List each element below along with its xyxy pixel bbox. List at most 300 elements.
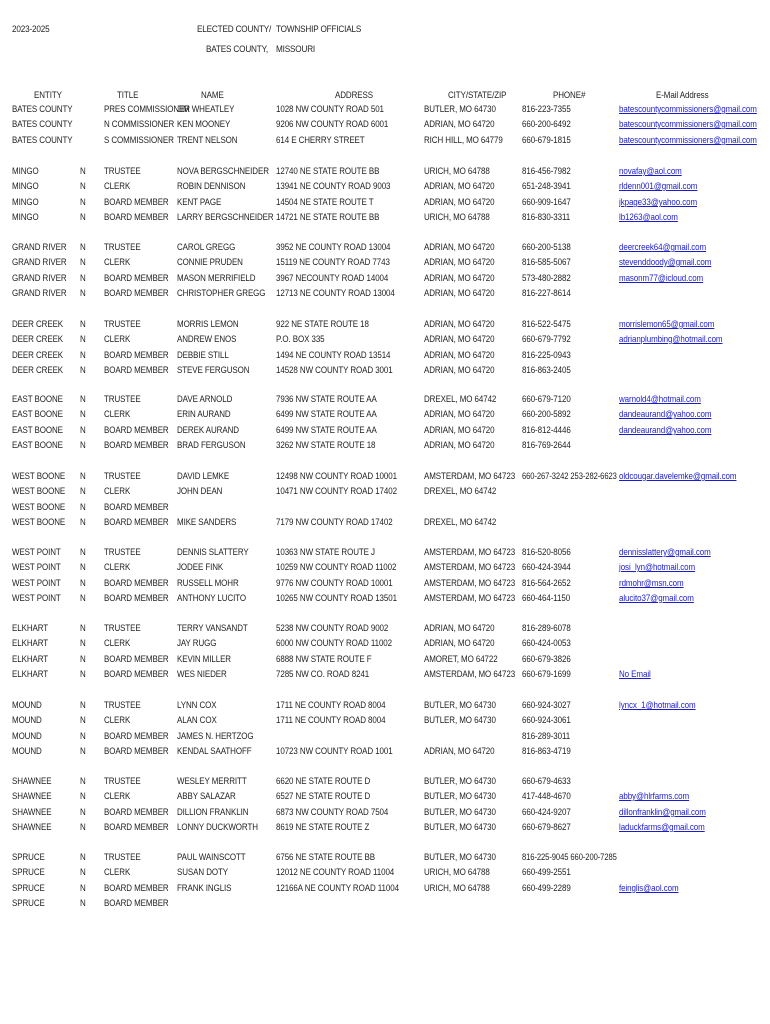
email-cell[interactable]: No Email [619,669,651,680]
phone-cell: 660-679-7792 [522,334,571,345]
name-cell: JIM WHEATLEY [177,104,235,115]
email-cell[interactable]: dandeaurand@yahoo.com [619,409,712,420]
address-cell: 614 E CHERRY STREET [276,135,365,146]
city-cell: DREXEL, MO 64742 [424,517,497,528]
address-cell: 1028 NW COUNTY ROAD 501 [276,104,384,115]
phone-cell: 816-812-4446 [522,425,571,436]
party-cell: N [80,852,86,863]
entity-cell: BATES COUNTY [12,119,73,130]
city-cell: ADRIAN, MO 64720 [424,119,495,130]
city-cell: ADRIAN, MO 64720 [424,197,495,208]
name-cell: DENNIS SLATTERY [177,547,249,558]
title-cell: BOARD MEMBER [104,578,169,589]
title-cell: CLERK [104,257,131,268]
phone-cell: 660-200-6492 [522,119,571,130]
name-cell: CHRISTOPHER GREGG [177,288,266,299]
email-cell[interactable]: lyncx_1@hotmail.com [619,700,696,711]
address-cell: 3952 NE COUNTY ROAD 13004 [276,242,391,253]
city-cell: ADRIAN, MO 64720 [424,273,495,284]
title-cell: N COMMISSIONER [104,119,175,130]
years-label: 2023-2025 [12,24,50,35]
city-cell: ADRIAN, MO 64720 [424,334,495,345]
entity-cell: SPRUCE [12,867,45,878]
email-cell[interactable]: abby@hlrfarms.com [619,791,690,802]
city-cell: AMSTERDAM, MO 64723 [424,547,516,558]
title-cell: BOARD MEMBER [104,425,169,436]
address-cell: 6527 NE STATE ROUTE D [276,791,371,802]
title-cell: BOARD MEMBER [104,502,169,513]
title-cell: BOARD MEMBER [104,273,169,284]
name-cell: ANDREW ENOS [177,334,237,345]
name-cell: MASON MERRIFIELD [177,273,256,284]
party-cell: N [80,365,86,376]
phone-cell: 816-863-2405 [522,365,571,376]
name-cell: ALAN COX [177,715,217,726]
phone-cell: 660-924-3027 [522,700,571,711]
title-cell: CLERK [104,409,131,420]
phone-cell: 660-499-2289 [522,883,571,894]
city-cell: BUTLER, MO 64730 [424,807,496,818]
party-cell: N [80,502,86,513]
title-cell: BOARD MEMBER [104,593,169,604]
phone-cell: 816-522-5475 [522,319,571,330]
phone-cell: 660-924-3061 [522,715,571,726]
entity-cell: MINGO [12,197,39,208]
title-cell: TRUSTEE [104,471,141,482]
title-cell: BOARD MEMBER [104,731,169,742]
title-cell: BOARD MEMBER [104,197,169,208]
party-cell: N [80,517,86,528]
address-cell: 1711 NE COUNTY ROAD 8004 [276,700,386,711]
entity-cell: GRAND RIVER [12,242,67,253]
address-cell: 9776 NW COUNTY ROAD 10001 [276,578,393,589]
name-cell: JAMES N. HERTZOG [177,731,254,742]
city-cell: ADRIAN, MO 64720 [424,409,495,420]
city-cell: AMSTERDAM, MO 64723 [424,562,516,573]
title-cell: BOARD MEMBER [104,288,169,299]
party-cell: N [80,746,86,757]
entity-cell: EAST BOONE [12,394,63,405]
name-cell: ABBY SALAZAR [177,791,236,802]
email-cell[interactable]: novafay@aol.com [619,166,682,177]
city-cell: URICH, MO 64788 [424,212,490,223]
email-cell[interactable]: lb1263@aol.com [619,212,678,223]
party-cell: N [80,807,86,818]
entity-cell: MOUND [12,715,42,726]
party-cell: N [80,700,86,711]
address-cell: 1494 NE COUNTY ROAD 13514 [276,350,391,361]
header-line2-left: BATES COUNTY, [206,44,268,55]
name-cell: JOHN DEAN [177,486,223,497]
entity-cell: WEST POINT [12,562,61,573]
title-cell: BOARD MEMBER [104,654,169,665]
address-cell: 6888 NW STATE ROUTE F [276,654,372,665]
entity-cell: BATES COUNTY [12,104,73,115]
city-cell: URICH, MO 64788 [424,867,490,878]
phone-cell: 651-248-3941 [522,181,571,192]
entity-cell: ELKHART [12,623,49,634]
phone-cell: 816-289-6078 [522,623,571,634]
entity-cell: EAST BOONE [12,425,63,436]
name-cell: KENDAL SAATHOFF [177,746,252,757]
entity-cell: EAST BOONE [12,409,63,420]
address-cell: 10471 NW COUNTY ROAD 17402 [276,486,397,497]
city-cell: DREXEL, MO 64742 [424,394,497,405]
title-cell: TRUSTEE [104,776,141,787]
title-cell: CLERK [104,638,131,649]
phone-cell: 660-464-1150 [522,593,571,604]
city-cell: AMSTERDAM, MO 64723 [424,471,516,482]
name-cell: JAY RUGG [177,638,217,649]
title-cell: CLERK [104,791,131,802]
party-cell: N [80,181,86,192]
entity-cell: SHAWNEE [12,807,52,818]
title-cell: TRUSTEE [104,319,141,330]
address-cell: 12713 NE COUNTY ROAD 13004 [276,288,395,299]
name-cell: DEREK AURAND [177,425,239,436]
party-cell: N [80,776,86,787]
city-cell: ADRIAN, MO 64720 [424,242,495,253]
phone-cell: 660-679-1699 [522,669,571,680]
email-cell[interactable]: rldenn001@gmail.com [619,181,698,192]
name-cell: DAVID LEMKE [177,471,230,482]
party-cell: N [80,623,86,634]
col-city: CITY/STATE/ZIP [448,90,507,101]
city-cell: AMORET, MO 64722 [424,654,498,665]
party-cell: N [80,883,86,894]
title-cell: BOARD MEMBER [104,746,169,757]
name-cell: TERRY VANSANDT [177,623,248,634]
city-cell: BUTLER, MO 64730 [424,822,496,833]
phone-cell: 816-227-8614 [522,288,571,299]
party-cell: N [80,212,86,223]
party-cell: N [80,288,86,299]
phone-cell: 660-424-3944 [522,562,571,573]
phone-cell: 816-585-5067 [522,257,571,268]
party-cell: N [80,578,86,589]
entity-cell: WEST POINT [12,578,61,589]
title-cell: BOARD MEMBER [104,883,169,894]
city-cell: ADRIAN, MO 64720 [424,319,495,330]
col-address: ADDRESS [335,90,373,101]
entity-cell: DEER CREEK [12,365,64,376]
address-cell: 7179 NW COUNTY ROAD 17402 [276,517,393,528]
party-cell: N [80,593,86,604]
name-cell: MIKE SANDERS [177,517,237,528]
phone-cell: 816-456-7982 [522,166,571,177]
address-cell: 10363 NW STATE ROUTE J [276,547,375,558]
name-cell: LARRY BERGSCHNEIDER [177,212,274,223]
title-cell: BOARD MEMBER [104,898,169,909]
email-cell[interactable]: dennisslattery@gmail.com [619,547,711,558]
address-cell: 6620 NE STATE ROUTE D [276,776,371,787]
entity-cell: MOUND [12,731,42,742]
name-cell: WESLEY MERRITT [177,776,247,787]
phone-cell: 660-200-5138 [522,242,571,253]
address-cell: 5238 NW COUNTY ROAD 9002 [276,623,389,634]
title-cell: TRUSTEE [104,394,141,405]
name-cell: KEVIN MILLER [177,654,231,665]
party-cell: N [80,654,86,665]
phone-cell: 660-424-0053 [522,638,571,649]
name-cell: ROBIN DENNISON [177,181,246,192]
entity-cell: WEST POINT [12,593,61,604]
city-cell: RICH HILL, MO 64779 [424,135,503,146]
email-cell[interactable]: jkpage33@yahoo.com [619,197,698,208]
party-cell: N [80,715,86,726]
address-cell: 10723 NW COUNTY ROAD 1001 [276,746,393,757]
name-cell: ANTHONY LUCITO [177,593,247,604]
city-cell: ADRIAN, MO 64720 [424,288,495,299]
email-cell[interactable]: morrislemon65@gmail.com [619,319,715,330]
email-cell[interactable]: josi_lyn@hotmail.com [619,562,696,573]
party-cell: N [80,334,86,345]
address-cell: 9206 NW COUNTY ROAD 6001 [276,119,389,130]
address-cell: 6499 NW STATE ROUTE AA [276,425,377,436]
address-cell: 8619 NE STATE ROUTE Z [276,822,370,833]
entity-cell: BATES COUNTY [12,135,73,146]
phone-cell: 660-679-1815 [522,135,571,146]
name-cell: WES NIEDER [177,669,227,680]
phone-cell: 816-223-7355 [522,104,571,115]
party-cell: N [80,409,86,420]
title-cell: CLERK [104,334,131,345]
address-cell: 6756 NE STATE ROUTE BB [276,852,375,863]
address-cell: 12498 NW COUNTY ROAD 10001 [276,471,397,482]
entity-cell: MINGO [12,181,39,192]
city-cell: ADRIAN, MO 64720 [424,623,495,634]
address-cell: 12166A NE COUNTY ROAD 11004 [276,883,399,894]
title-cell: TRUSTEE [104,852,141,863]
phone-cell: 816-769-2644 [522,440,571,451]
phone-cell: 816-289-3011 [522,731,571,742]
name-cell: FRANK INGLIS [177,883,232,894]
entity-cell: MOUND [12,700,42,711]
party-cell: N [80,562,86,573]
name-cell: TRENT NELSON [177,135,238,146]
name-cell: MORRIS LEMON [177,319,239,330]
entity-cell: MINGO [12,166,39,177]
email-cell[interactable]: batescountycommissioners@gmail.com [619,135,757,146]
address-cell: 15119 NE COUNTY ROAD 7743 [276,257,390,268]
address-cell: 13941 NE COUNTY ROAD 9003 [276,181,391,192]
entity-cell: WEST BOONE [12,502,66,513]
title-cell: TRUSTEE [104,166,141,177]
party-cell: N [80,898,86,909]
title-cell: BOARD MEMBER [104,822,169,833]
entity-cell: EAST BOONE [12,440,63,451]
name-cell: LYNN COX [177,700,217,711]
entity-cell: WEST BOONE [12,517,66,528]
name-cell: LONNY DUCKWORTH [177,822,258,833]
name-cell: CONNIE PRUDEN [177,257,243,268]
phone-cell: 660-267-3242 253-282-6623 [522,471,617,482]
name-cell: STEVE FERGUSON [177,365,250,376]
entity-cell: ELKHART [12,669,49,680]
name-cell: KEN MOONEY [177,119,231,130]
email-cell[interactable]: deercreek64@gmail.com [619,242,707,253]
name-cell: CAROL GREGG [177,242,236,253]
phone-cell: 660-679-4633 [522,776,571,787]
entity-cell: SPRUCE [12,898,45,909]
party-cell: N [80,867,86,878]
title-cell: PRES COMMISSIONER [104,104,190,115]
party-cell: N [80,471,86,482]
entity-cell: DEER CREEK [12,350,64,361]
party-cell: N [80,394,86,405]
entity-cell: MINGO [12,212,39,223]
phone-cell: 816-225-0943 [522,350,571,361]
city-cell: ADRIAN, MO 64720 [424,365,495,376]
email-cell[interactable]: laduckfarms@gmail.com [619,822,705,833]
email-cell[interactable]: oldcougar.davelemke@gmail.com [619,471,737,482]
header-line1-left: ELECTED COUNTY/ [197,24,272,35]
title-cell: CLERK [104,715,131,726]
party-cell: N [80,197,86,208]
title-cell: BOARD MEMBER [104,350,169,361]
city-cell: BUTLER, MO 64730 [424,852,496,863]
title-cell: CLERK [104,486,131,497]
name-cell: BRAD FERGUSON [177,440,246,451]
entity-cell: ELKHART [12,638,49,649]
phone-cell: 573-480-2882 [522,273,571,284]
party-cell: N [80,822,86,833]
email-cell[interactable]: batescountycommissioners@gmail.com [619,119,757,130]
title-cell: CLERK [104,562,131,573]
address-cell: 6499 NW STATE ROUTE AA [276,409,377,420]
party-cell: N [80,731,86,742]
phone-cell: 660-424-9207 [522,807,571,818]
col-phone: PHONE# [553,90,586,101]
phone-cell: 660-909-1647 [522,197,571,208]
title-cell: TRUSTEE [104,623,141,634]
city-cell: ADRIAN, MO 64720 [424,181,495,192]
email-cell[interactable]: rdmohr@msn.com [619,578,684,589]
party-cell: N [80,440,86,451]
header-line2-right: MISSOURI [276,44,316,55]
title-cell: BOARD MEMBER [104,669,169,680]
city-cell: URICH, MO 64788 [424,166,490,177]
address-cell: 14504 NE STATE ROUTE T [276,197,374,208]
party-cell: N [80,669,86,680]
phone-cell: 417-448-4670 [522,791,571,802]
phone-cell: 816-830-3311 [522,212,571,223]
address-cell: 7285 NW CO. ROAD 8241 [276,669,370,680]
name-cell: PAUL WAINSCOTT [177,852,246,863]
address-cell: 14528 NW COUNTY ROAD 3001 [276,365,393,376]
title-cell: BOARD MEMBER [104,517,169,528]
address-cell: 12012 NE COUNTY ROAD 11004 [276,867,395,878]
party-cell: N [80,319,86,330]
title-cell: BOARD MEMBER [104,807,169,818]
name-cell: JODEE FINK [177,562,224,573]
city-cell: AMSTERDAM, MO 64723 [424,593,516,604]
title-cell: TRUSTEE [104,700,141,711]
address-cell: 7936 NW STATE ROUTE AA [276,394,377,405]
city-cell: URICH, MO 64788 [424,883,490,894]
email-cell[interactable]: batescountycommissioners@gmail.com [619,104,757,115]
party-cell: N [80,791,86,802]
address-cell: 12740 NE STATE ROUTE BB [276,166,380,177]
city-cell: ADRIAN, MO 64720 [424,425,495,436]
address-cell: 922 NE STATE ROUTE 18 [276,319,369,330]
entity-cell: SHAWNEE [12,822,52,833]
entity-cell: SPRUCE [12,883,45,894]
entity-cell: ELKHART [12,654,49,665]
col-entity: ENTITY [34,90,62,101]
party-cell: N [80,166,86,177]
title-cell: S COMMISSIONER [104,135,174,146]
party-cell: N [80,350,86,361]
name-cell: SUSAN DOTY [177,867,229,878]
name-cell: RUSSELL MOHR [177,578,239,589]
title-cell: BOARD MEMBER [104,365,169,376]
email-cell[interactable]: stevenddoody@gmail.com [619,257,712,268]
entity-cell: GRAND RIVER [12,273,67,284]
city-cell: ADRIAN, MO 64720 [424,746,495,757]
phone-cell: 660-499-2551 [522,867,571,878]
entity-cell: WEST BOONE [12,471,66,482]
city-cell: AMSTERDAM, MO 64723 [424,578,516,589]
col-name: NAME [201,90,224,101]
party-cell: N [80,242,86,253]
entity-cell: GRAND RIVER [12,257,67,268]
address-cell: 14721 NE STATE ROUTE BB [276,212,380,223]
entity-cell: WEST POINT [12,547,61,558]
email-cell[interactable]: feinglis@aol.com [619,883,679,894]
address-cell: 6873 NW COUNTY ROAD 7504 [276,807,389,818]
entity-cell: SHAWNEE [12,776,52,787]
name-cell: DEBBIE STILL [177,350,229,361]
name-cell: DAVE ARNOLD [177,394,233,405]
entity-cell: GRAND RIVER [12,288,67,299]
title-cell: BOARD MEMBER [104,212,169,223]
email-cell[interactable]: alucito37@gmail.com [619,593,694,604]
party-cell: N [80,486,86,497]
party-cell: N [80,257,86,268]
city-cell: ADRIAN, MO 64720 [424,257,495,268]
city-cell: AMSTERDAM, MO 64723 [424,669,516,680]
entity-cell: DEER CREEK [12,319,64,330]
title-cell: TRUSTEE [104,242,141,253]
email-cell[interactable]: adrianplumbing@hotmail.com [619,334,723,345]
phone-cell: 660-679-8627 [522,822,571,833]
city-cell: ADRIAN, MO 64720 [424,638,495,649]
email-cell[interactable]: dillonfranklin@gmail.com [619,807,706,818]
phone-cell: 816-863-4719 [522,746,571,757]
entity-cell: SHAWNEE [12,791,52,802]
title-cell: CLERK [104,867,131,878]
city-cell: BUTLER, MO 64730 [424,791,496,802]
address-cell: 1711 NE COUNTY ROAD 8004 [276,715,386,726]
col-title: TITLE [117,90,139,101]
title-cell: BOARD MEMBER [104,440,169,451]
city-cell: BUTLER, MO 64730 [424,715,496,726]
party-cell: N [80,547,86,558]
email-cell[interactable]: warnold4@hotmail.com [619,394,701,405]
city-cell: BUTLER, MO 64730 [424,700,496,711]
entity-cell: DEER CREEK [12,334,64,345]
address-cell: 10265 NW COUNTY ROAD 13501 [276,593,397,604]
phone-cell: 660-200-5892 [522,409,571,420]
entity-cell: WEST BOONE [12,486,66,497]
city-cell: BUTLER, MO 64730 [424,776,496,787]
email-cell[interactable]: masonm77@icloud.com [619,273,704,284]
col-email: E-Mail Address [656,90,709,101]
city-cell: ADRIAN, MO 64720 [424,350,495,361]
address-cell: 3967 NECOUNTY ROAD 14004 [276,273,389,284]
email-cell[interactable]: dandeaurand@yahoo.com [619,425,712,436]
